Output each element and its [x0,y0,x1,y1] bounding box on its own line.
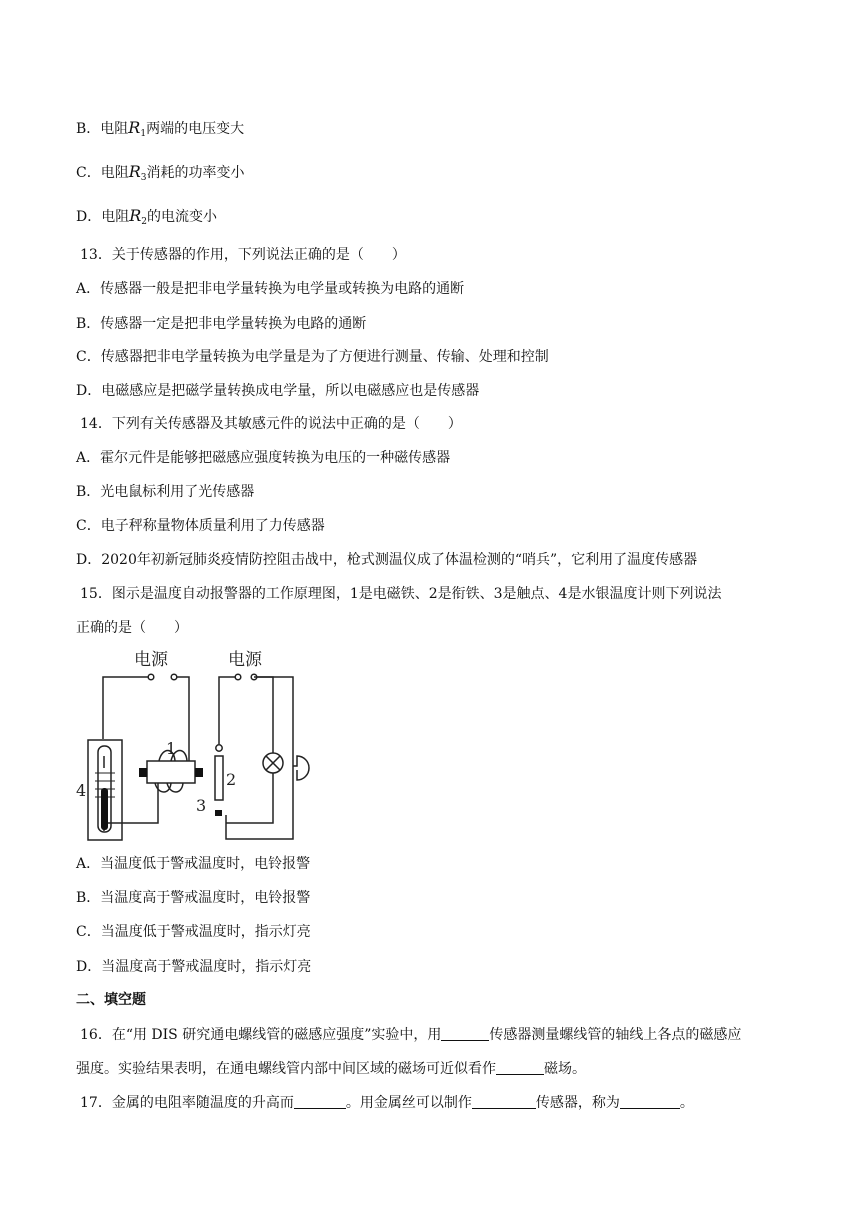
power-source-label-left: 电源 [134,650,168,670]
q13-option-c: C．传感器把非电学量转换为电学量是为了方便进行测量、传输、处理和控制 [76,349,549,365]
q14-option-b: B．光电鼠标利用了光传感器 [76,484,255,500]
q16-line1 [80,1025,741,1045]
option-text: 电阻 [100,121,129,137]
q16-text: 16．在“用 DIS 研究通电螺线管的磁感应强度”实验中，用 [80,1027,442,1043]
q15-option-c: C．当温度低于警戒温度时，指示灯亮 [76,924,311,940]
option-text: 两端的电压变大 [146,121,245,137]
q14-option-d: D．2020年初新冠肺炎疫情防控阻击战中，枪式测温仪成了体温检测的“哨兵”，它利用了温度传感器 [76,552,698,568]
q17-text: 。 [679,1095,694,1111]
variable-r: R [129,206,142,225]
q12-option-b [76,118,244,144]
q16-text: 磁场。 [544,1061,586,1077]
answer-blank[interactable] [294,1094,346,1109]
q15-stem-line2: 正确的是（ ） [76,620,188,636]
answer-blank[interactable] [441,1026,489,1041]
q13-option-a: A．传感器一般是把非电学量转换为电学量或转换为电路的通断 [76,281,465,297]
q14-option-a: A．霍尔元件是能够把磁感应强度转换为电压的一种磁传感器 [76,450,451,466]
option-text: 电阻 [100,165,129,181]
q15-option-d: D．当温度高于警戒温度时，指示灯亮 [76,959,312,975]
subscript: 2 [141,217,148,227]
q17-line [80,1093,694,1113]
q13-option-b: B．传感器一定是把非电学量转换为电路的通断 [76,316,367,332]
q14-stem: 14．下列有关传感器及其敏感元件的说法中正确的是（ ） [80,416,462,432]
subscript: 1 [140,129,147,139]
q17-text: 。用金属丝可以制作 [345,1095,472,1111]
option-text: 的电流变小 [147,209,218,225]
variable-r: R [128,162,141,181]
q15-option-b: B．当温度高于警戒温度时，电铃报警 [76,890,311,906]
option-text: 电阻 [101,209,130,225]
label-electromagnet: 1 [166,739,177,758]
variable-r: R [128,118,141,137]
label-contact: 3 [196,796,207,815]
alarm-circuit-diagram [76,643,336,843]
label-armature: 2 [226,770,237,789]
power-source-label-right: 电源 [228,650,262,670]
mercury-column [101,788,108,830]
option-text: 消耗的功率变小 [146,165,245,181]
answer-blank[interactable] [620,1094,680,1109]
q14-option-c: C．电子秤称量物体质量利用了力传感器 [76,518,325,534]
q12-option-c [76,162,245,188]
magnet-pole-right [195,768,203,777]
q16-text: 传感器测量螺线管的轴线上各点的磁感应 [489,1027,742,1043]
q15-stem-line1: 15．图示是温度自动报警器的工作原理图，1是电磁铁、2是衔铁、3是触点、4是水银温度计则下列说法 [80,586,722,602]
contact-point [215,810,222,816]
subscript: 3 [140,173,147,183]
answer-blank[interactable] [472,1094,536,1109]
label-thermometer: 4 [76,781,87,800]
section-heading-fill-in: 二、填空题 [76,992,146,1008]
option-label: B． [76,121,101,137]
option-label: D． [76,209,102,225]
q17-text: 17．金属的电阻率随温度的升高而 [80,1095,294,1111]
q13-stem: 13．关于传感器的作用，下列说法正确的是（ ） [80,247,406,263]
answer-blank[interactable] [496,1060,544,1075]
q16-line2 [76,1059,586,1079]
q17-text: 传感器，称为 [535,1095,620,1111]
q15-option-a: A．当温度低于警戒温度时，电铃报警 [76,856,311,872]
q13-option-d: D．电磁感应是把磁学量转换成电学量，所以电磁感应也是传感器 [76,383,480,399]
option-label: C． [76,165,101,181]
magnet-pole-left [139,768,147,777]
q12-option-d [76,206,217,232]
q16-text: 强度。实验结果表明，在通电螺线管内部中间区域的磁场可近似看作 [76,1061,496,1077]
